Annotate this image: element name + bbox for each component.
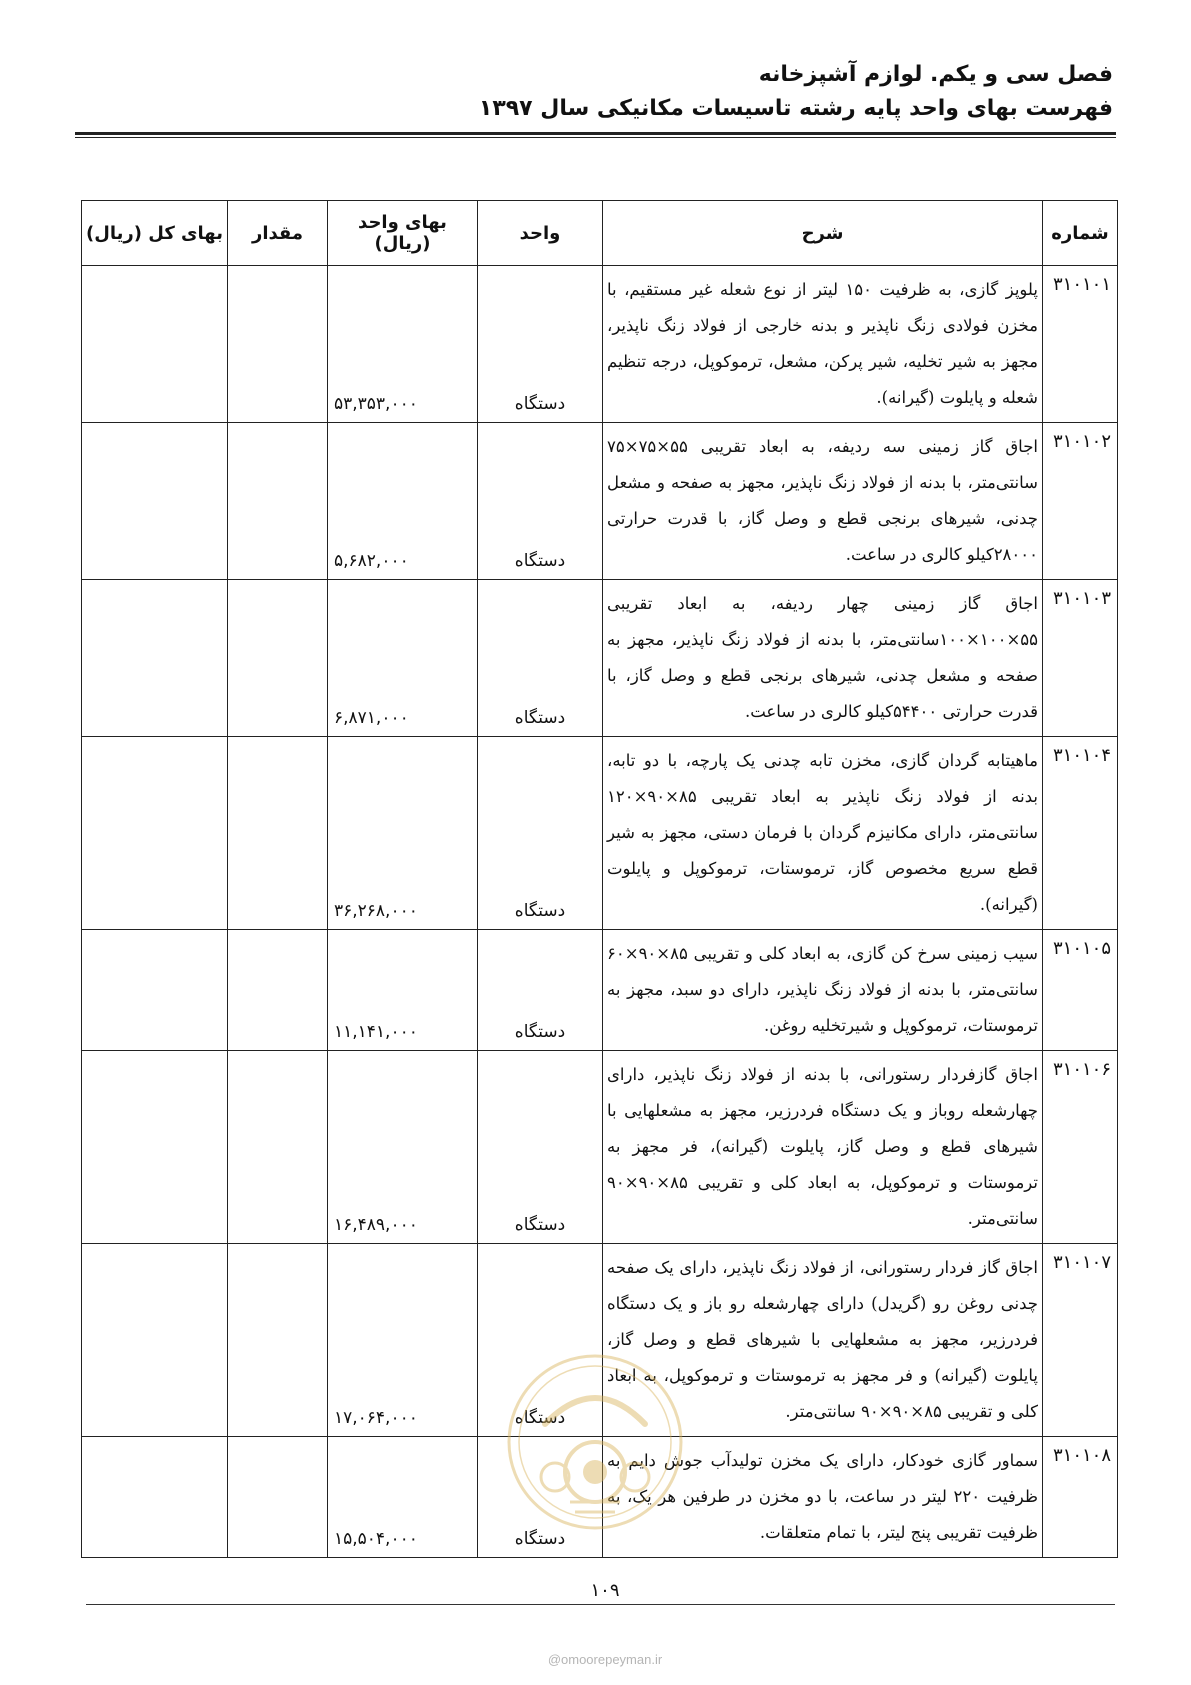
item-code: ۳۱۰۱۰۸ [1043,1437,1118,1558]
item-description: سیب زمینی سرخ کن گازی، به ابعاد کلی و تقریبی ۸۵×۹۰×۶۰ سانتی‌متر، با بدنه از فولاد زنگ ناپذیر، دارای دو سبد، مجهز به ترموستات، ترموکوپل و شیرتخلیه روغن. [603,930,1043,1051]
site-watermark-text: @omoorepeyman.ir [547,1652,663,1667]
item-unit-price: ۱۷,۰۶۴,۰۰۰ [328,1244,478,1437]
item-quantity [228,737,328,930]
item-quantity [228,266,328,423]
item-unit: دستگاه [478,1437,603,1558]
item-unit-price: ۶,۸۷۱,۰۰۰ [328,580,478,737]
page-header [78,58,1113,126]
item-code: ۳۱۰۱۰۵ [1043,930,1118,1051]
footer-rule [86,1604,1115,1605]
item-total-price [82,266,228,423]
item-unit: دستگاه [478,1244,603,1437]
item-unit-price: ۳۶,۲۶۸,۰۰۰ [328,737,478,930]
item-total-price [82,1244,228,1437]
column-header-unit-price: بهای واحد (ریال) [328,201,478,266]
item-code: ۳۱۰۱۰۱ [1043,266,1118,423]
table-row [82,423,1118,580]
item-code: ۳۱۰۱۰۲ [1043,423,1118,580]
header-rule-thin [75,137,1116,138]
item-quantity [228,423,328,580]
column-header-code: شماره [1043,201,1118,266]
table-row [82,930,1118,1051]
item-description: اجاق گازفردار رستورانی، با بدنه از فولاد زنگ ناپذیر، دارای چهارشعله روباز و یک دستگاه فردرزیر، مجهز به مشعلهایی با شیرهای قطع و وصل گاز، پایلوت (گیرانه)، فر مجهز به ترموستات و ترموکوپل، به ابعاد کلی و تقریبی ۸۵×۹۰×۹۰ سانتی‌متر. [603,1051,1043,1244]
page-number: ۱۰۹ [590,1580,620,1601]
item-code: ۳۱۰۱۰۶ [1043,1051,1118,1244]
column-header-total-price: بهای کل (ریال) [82,201,228,266]
item-total-price [82,1437,228,1558]
table-row [82,266,1118,423]
item-total-price [82,423,228,580]
item-unit-price: ۱۶,۴۸۹,۰۰۰ [328,1051,478,1244]
item-unit: دستگاه [478,266,603,423]
item-quantity [228,1051,328,1244]
item-unit: دستگاه [478,423,603,580]
column-header-description: شرح [603,201,1043,266]
column-header-unit: واحد [478,201,603,266]
header-rule [75,132,1116,135]
item-total-price [82,1051,228,1244]
item-unit-price: ۱۱,۱۴۱,۰۰۰ [328,930,478,1051]
item-total-price [82,737,228,930]
item-description: پلوپز گازی، به ظرفیت ۱۵۰ لیتر از نوع شعله غیر مستقیم، با مخزن فولادی زنگ ناپذیر و بدنه خارجی از فولاد زنگ ناپذیر، مجهز به شیر تخلیه، شیر پرکن، مشعل، ترموکوپل، درجه تنظیم شعله و پایلوت (گیرانه). [603,266,1043,423]
item-quantity [228,580,328,737]
item-code: ۳۱۰۱۰۳ [1043,580,1118,737]
column-header-quantity: مقدار [228,201,328,266]
table-row [82,737,1118,930]
item-description: سماور گازی خودکار، دارای یک مخزن تولیدآب جوش دایم به ظرفیت ۲۲۰ لیتر در ساعت، با دو مخزن در طرفین هر یک، به ظرفیت تقریبی پنج لیتر، با تمام متعلقات. [603,1437,1043,1558]
item-total-price [82,930,228,1051]
table-row [82,1051,1118,1244]
item-code: ۳۱۰۱۰۴ [1043,737,1118,930]
item-unit: دستگاه [478,1051,603,1244]
item-description: اجاق گاز زمینی چهار ردیفه، به ابعاد تقریبی ۵۵×۱۰۰×۱۰۰سانتی‌متر، با بدنه از فولاد زنگ ناپذیر، مجهز به صفحه و مشعل چدنی، شیرهای برنجی قطع و وصل گاز، با قدرت حرارتی ۵۴۴۰۰کیلو کالری در ساعت. [603,580,1043,737]
table-row [82,580,1118,737]
list-title: فهرست بهای واحد پایه رشته تاسیسات مکانیکی سال ۱۳۹۷ [478,96,1113,121]
item-quantity [228,1437,328,1558]
item-quantity [228,930,328,1051]
chapter-title: فصل سی و یکم. لوازم آشپزخانه [758,62,1113,87]
item-unit: دستگاه [478,930,603,1051]
table-header-row [82,201,1118,266]
seal-logo-icon [505,1352,685,1532]
item-quantity [228,1244,328,1437]
item-unit: دستگاه [478,580,603,737]
item-unit: دستگاه [478,737,603,930]
item-code: ۳۱۰۱۰۷ [1043,1244,1118,1437]
item-total-price [82,580,228,737]
item-unit-price: ۵,۶۸۲,۰۰۰ [328,423,478,580]
item-description: اجاق گاز فردار رستورانی، از فولاد زنگ ناپذیر، دارای یک صفحه چدنی روغن رو (گریدل) دارای چهارشعله رو باز و یک دستگاه فردرزیر، مجهز به مشعلهایی با شیرهای قطع و وصل گاز، پایلوت (گیرانه) و فر مجهز به ترموستات و ترموکوپل، به ابعاد کلی و تقریبی ۸۵×۹۰×۹۰ سانتی‌متر. [603,1244,1043,1437]
item-unit-price: ۱۵,۵۰۴,۰۰۰ [328,1437,478,1558]
item-unit-price: ۵۳,۳۵۳,۰۰۰ [328,266,478,423]
item-description: ماهیتابه گردان گازی، مخزن تابه چدنی یک پارچه، با دو تابه، بدنه از فولاد زنگ ناپذیر به ابعاد تقریبی ۸۵×۹۰×۱۲۰ سانتی‌متر، دارای مکانیزم گردان با فرمان دستی، مجهز به شیر قطع سریع مخصوص گاز، ترموستات، ترموکوپل و پایلوت (گیرانه). [603,737,1043,930]
item-description: اجاق گاز زمینی سه ردیفه، به ابعاد تقریبی ۵۵×۷۵×۷۵ سانتی‌متر، با بدنه از فولاد زنگ ناپذیر، مجهز به صفحه و مشعل چدنی، شیرهای برنجی قطع و وصل گاز، با قدرت حرارتی ۲۸۰۰۰کیلو کالری در ساعت. [603,423,1043,580]
